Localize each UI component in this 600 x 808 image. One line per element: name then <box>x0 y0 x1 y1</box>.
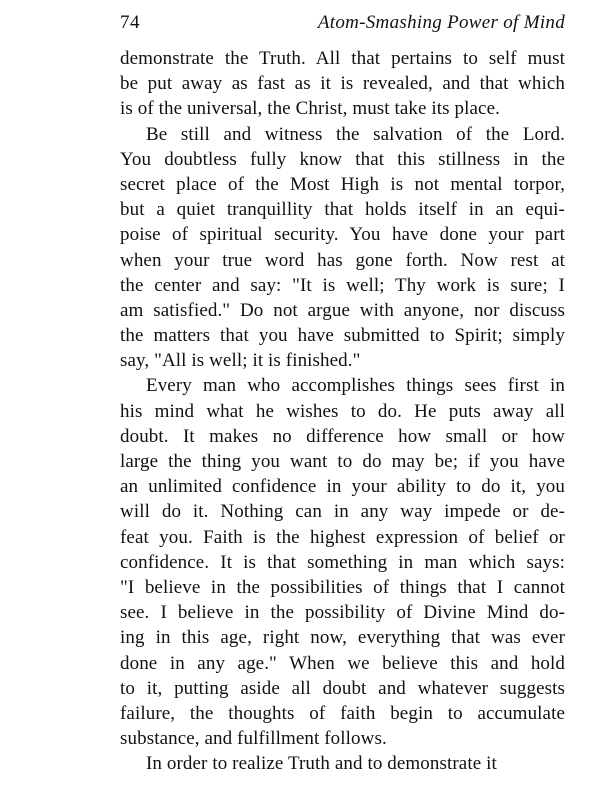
text-line: doubt. It makes no difference how small or how <box>120 425 565 447</box>
text-line: ing in this age, right now, everything that was ever <box>120 627 565 649</box>
text-line: poise of spiritual security. You have done your part <box>120 224 565 246</box>
paragraph <box>120 751 565 776</box>
text-line: when your true word has gone forth. Now rest at <box>120 249 565 271</box>
text-line: be put away as fast as it is revealed, and that which <box>120 73 565 95</box>
text-line: say, "All is well; it is finished." <box>120 350 361 372</box>
text-line: to it, putting aside all doubt and whatever suggests <box>120 677 565 699</box>
text-line: "I believe in the possibilities of things that I cannot <box>120 576 565 598</box>
text-line: will do it. Nothing can in any way impede or de- <box>120 501 565 523</box>
paragraph <box>120 373 565 751</box>
text-line: You doubtless fully know that this stillness in the <box>120 148 565 170</box>
running-title: Atom-Smashing Power of Mind <box>317 12 565 33</box>
text-line: secret place of the Most High is not mental torpor, <box>120 173 565 195</box>
text-line: confidence. It is that something in man which says: <box>120 551 565 573</box>
text-line: Every man who accomplishes things sees first in <box>146 375 565 397</box>
text-line: his mind what he wishes to do. He puts away all <box>120 400 565 422</box>
text-line: Be still and witness the salvation of the Lord. <box>146 123 565 145</box>
text-line: the matters that you have submitted to Spirit; simply <box>120 325 565 347</box>
text-line: failure, the thoughts of faith begin to accumulate <box>120 702 565 724</box>
body-text <box>120 46 565 776</box>
text-line: demonstrate the Truth. All that pertains to self must <box>120 48 565 69</box>
text-line: substance, and fulfillment follows. <box>120 728 387 750</box>
text-line: see. I believe in the possibility of Divine Mind do- <box>120 602 565 624</box>
text-line: an unlimited confidence in your ability to do it, you <box>120 476 565 498</box>
paragraph <box>120 122 565 374</box>
text-line: large the thing you want to do may be; if you have <box>120 451 565 472</box>
paragraph <box>120 46 565 122</box>
text-line: but a quiet tranquillity that holds itself in an equi- <box>120 199 565 221</box>
text-line: the center and say: "It is well; Thy work is sure; I <box>120 274 565 296</box>
text-line: is of the universal, the Christ, must take its place. <box>120 98 500 120</box>
text-line: am satisfied." Do not argue with anyone, nor discuss <box>120 299 565 321</box>
text-line: feat you. Faith is the highest expression of belief or <box>120 526 565 548</box>
page-number: 74 <box>120 12 140 33</box>
text-line: done in any age." When we believe this and hold <box>120 652 565 674</box>
page-header <box>120 12 565 38</box>
text-line: In order to realize Truth and to demonstrate it <box>146 753 497 775</box>
